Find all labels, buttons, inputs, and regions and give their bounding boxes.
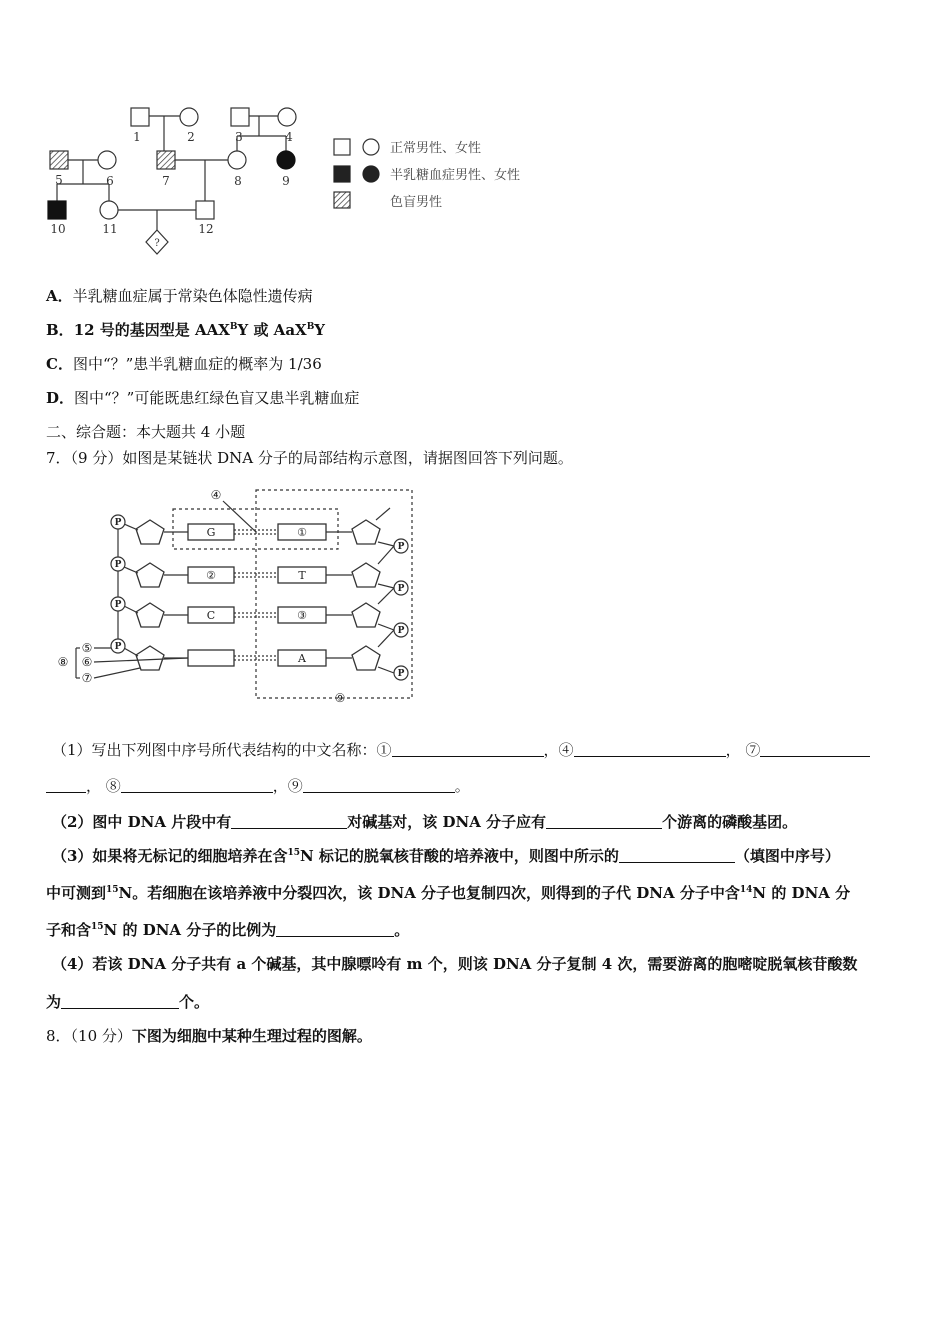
base-right-3-text: ③ <box>297 609 307 622</box>
option-a-text: 半乳糖血症属于常染色体隐性遗传病 <box>72 287 313 305</box>
individual-10 <box>48 201 66 219</box>
base-left-3-text: C <box>206 609 216 622</box>
option-c-label: C． <box>46 355 73 373</box>
label-5-marker: ⑤ <box>81 641 93 655</box>
left-sugar-3 <box>136 603 164 627</box>
legend-affected-female <box>363 166 379 182</box>
sub3-text-end: 。 <box>394 921 410 939</box>
q7-number: 7． <box>46 449 71 467</box>
individual-11 <box>100 201 118 219</box>
label-7-marker: ⑦ <box>81 671 93 685</box>
option-b-text-3: Y <box>314 321 326 339</box>
label-4-marker: ④ <box>210 488 222 502</box>
label-7: 7 <box>162 174 170 188</box>
sub1-text-a: （1）写出下列图中序号所代表结构的中文名称：① <box>52 741 392 759</box>
q7-sub4-line2 <box>46 992 209 1012</box>
legend-colorblind-text: 色盲男性 <box>390 195 443 210</box>
individual-5 <box>50 151 68 169</box>
unknown-mark: ? <box>154 238 160 249</box>
base-right-2-text: T <box>298 569 306 582</box>
right-sugar-4 <box>352 646 380 670</box>
answer-blank-1[interactable] <box>392 741 544 757</box>
dna-diagram <box>48 484 428 709</box>
individual-2 <box>180 108 198 126</box>
q7-sub1-line2 <box>46 776 470 796</box>
sub4-text-b: 为 <box>46 993 62 1011</box>
sub2-text-b: 对碱基对，该 DNA 分子应有 <box>347 813 547 831</box>
q7-sub3-line1 <box>52 846 840 866</box>
sub3-text-e: N。若细胞在该培养液中分裂四次，该 DNA 分子也复制四次，则得到的子代 DNA 分子中含 <box>118 884 740 902</box>
sub3-sup-4: 15 <box>91 922 104 932</box>
q7-sub4-line1 <box>52 954 857 974</box>
label-1: 1 <box>133 130 141 144</box>
label-6: 6 <box>106 174 114 188</box>
sub3-sup-3: 14 <box>739 885 753 895</box>
right-sugar-1 <box>352 520 380 544</box>
left-phosphate-1-text: P <box>114 518 122 528</box>
sub1-text-b: ，④ <box>543 741 574 759</box>
sub1-text-end: 。 <box>454 777 470 795</box>
legend-normal-female <box>363 139 379 155</box>
sub3-text-f: N 的 DNA 分 <box>752 884 851 902</box>
option-b-sup-2: B <box>306 322 315 332</box>
sub3-text-g: 子和含 <box>46 921 92 939</box>
option-d-text: 图中“？”可能既患红绿色盲又患半乳糖血症 <box>74 389 360 407</box>
label-12: 12 <box>198 222 214 236</box>
base-left-4 <box>188 650 234 666</box>
sub4-text-a: （4）若该 DNA 分子共有 a 个碱基，其中腺嘌呤有 m 个，则该 DNA 分子复制 4 次，需要游离的胞嘧啶脱氧核苷酸数 <box>52 955 858 973</box>
sub3-text-a: （3）如果将无标记的细胞培养在含 <box>52 847 288 865</box>
sub3-text-b: N 标记的脱氧核苷酸的培养液中，则图中所示的 <box>299 847 619 865</box>
label-11: 11 <box>102 222 118 236</box>
option-d <box>46 388 359 408</box>
left-phosphate-3-text: P <box>114 600 122 610</box>
left-sugar-2 <box>136 563 164 587</box>
individual-8 <box>228 151 246 169</box>
individual-3 <box>231 108 249 126</box>
q7-score: （9 分） <box>70 449 123 467</box>
sub3-text-h: N 的 DNA 分子的比例为 <box>103 921 277 939</box>
left-sugar-1 <box>136 520 164 544</box>
legend-normal-male <box>334 139 350 155</box>
base-right-4-text: A <box>298 652 306 665</box>
answer-blank-cytosine[interactable] <box>61 993 179 1009</box>
q7-sub2 <box>52 812 797 832</box>
answer-blank-8[interactable] <box>121 777 273 793</box>
base-right-1-text: ① <box>297 526 307 539</box>
right-phosphate-1-text: P <box>397 542 405 552</box>
answer-blank-9[interactable] <box>303 777 455 793</box>
answer-blank-labeled-parts[interactable] <box>619 847 735 863</box>
option-b-sup-1: B <box>229 322 238 332</box>
answer-blank-ratio[interactable] <box>276 921 394 937</box>
label-5: 5 <box>55 173 63 187</box>
right-phosphate-4-text: P <box>397 669 405 679</box>
answer-blank-7b[interactable] <box>46 777 86 793</box>
left-phosphate-4-text: P <box>114 642 122 652</box>
individual-9 <box>277 151 295 169</box>
option-a-label: A． <box>46 287 73 305</box>
legend-affected-text: 半乳糖血症男性、女性 <box>390 168 521 183</box>
q7-stem-text: 如图是某链状 DNA 分子的局部结构示意图，请据图回答下列问题。 <box>122 449 573 467</box>
option-b-label: B． <box>46 321 74 339</box>
individual-6 <box>98 151 116 169</box>
legend-colorblind-male <box>334 192 350 208</box>
option-a <box>46 286 313 306</box>
sub4-text-c: 个。 <box>179 993 210 1011</box>
legend-normal-text: 正常男性、女性 <box>390 141 482 156</box>
sub3-sup-2: 15 <box>106 885 119 895</box>
option-c-text: 图中“？”患半乳糖血症的概率为 1/36 <box>72 355 322 373</box>
label-10: 10 <box>50 222 66 236</box>
q8-number: 8． <box>46 1027 71 1045</box>
sub1-text-c: ， ⑦ <box>725 741 761 759</box>
option-b-text-2: Y 或 AaX <box>237 321 307 339</box>
legend-affected-male <box>334 166 350 182</box>
label-6-marker: ⑥ <box>81 655 93 669</box>
sub2-text-a: （2）图中 DNA 片段中有 <box>52 813 232 831</box>
right-sugar-3 <box>352 603 380 627</box>
sub3-text-d: 中可测到 <box>46 884 107 902</box>
label-4: 4 <box>285 130 293 144</box>
answer-blank-phosphate[interactable] <box>546 813 662 829</box>
left-sugar-4 <box>136 646 164 670</box>
pedigree-chart <box>40 96 560 266</box>
option-c <box>46 354 322 374</box>
q7-sub3-line2 <box>46 883 850 903</box>
q7-sub3-line3 <box>46 920 409 940</box>
answer-blank-7a[interactable] <box>760 741 870 757</box>
section-title: 二、综合题：本大题共 4 小题 <box>46 423 246 441</box>
q8-stem-text: 下图为细胞中某种生理过程的图解。 <box>131 1027 372 1045</box>
q7-sub1-line1 <box>52 740 870 760</box>
label-8: 8 <box>234 174 242 188</box>
label-9-marker: ⑨ <box>334 691 346 705</box>
label-9: 9 <box>282 174 290 188</box>
label-8-marker: ⑧ <box>57 655 69 669</box>
right-phosphate-2-text: P <box>397 584 405 594</box>
sub3-sup-1: 15 <box>287 848 300 858</box>
label-3: 3 <box>235 130 243 144</box>
option-b-text-1: 12 号的基因型是 AAX <box>73 321 230 339</box>
individual-7 <box>157 151 175 169</box>
individual-12 <box>196 201 214 219</box>
sub1-text-e: ，⑨ <box>272 777 303 795</box>
right-phosphate-3-text: P <box>397 626 405 636</box>
answer-blank-base-pairs[interactable] <box>231 813 347 829</box>
answer-blank-4[interactable] <box>574 741 726 757</box>
left-phosphate-2-text: P <box>114 560 122 570</box>
q8-score: （10 分） <box>70 1027 132 1045</box>
base-left-1-text: G <box>206 526 216 539</box>
label-2: 2 <box>187 130 195 144</box>
base-left-2-text: ② <box>206 569 216 582</box>
q7-stem <box>46 448 573 468</box>
sub3-text-c: （填图中序号） <box>734 847 840 865</box>
option-d-label: D． <box>46 389 75 407</box>
option-b <box>46 320 325 340</box>
individual-1 <box>131 108 149 126</box>
q8-stem <box>46 1026 372 1046</box>
individual-4 <box>278 108 296 126</box>
sub1-text-d: ， ⑧ <box>86 777 121 795</box>
sub2-text-c: 个游离的磷酸基团。 <box>662 813 798 831</box>
right-sugar-2 <box>352 563 380 587</box>
